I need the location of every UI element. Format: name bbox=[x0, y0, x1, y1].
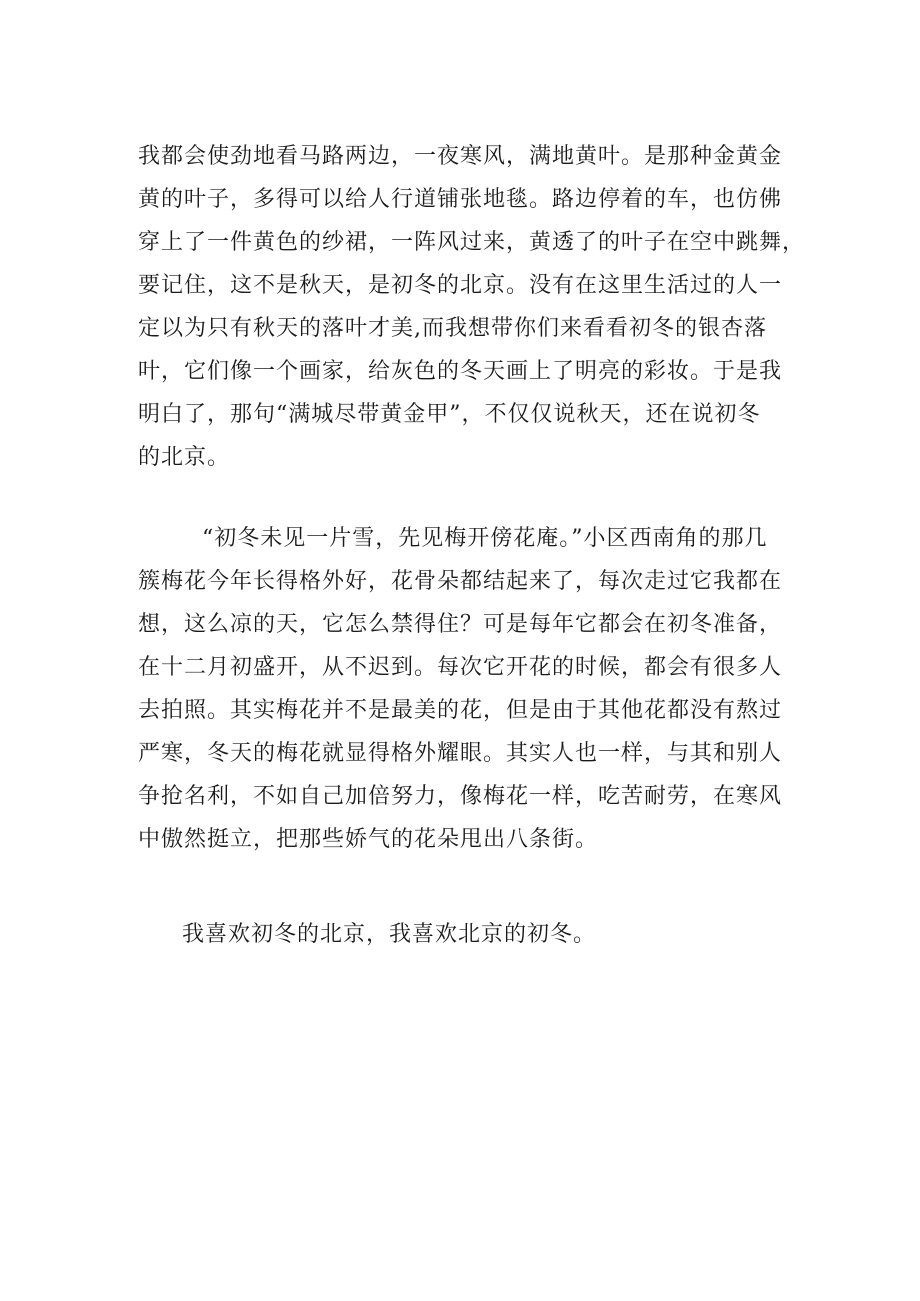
paragraph-line: 明白了，那句“满城尽带黄金甲”，不仅仅说秋天，还在说初冬 bbox=[138, 402, 761, 427]
paragraph-line: 争抢名利，不如自己加倍努力，像梅花一样，吃苦耐劳，在寒风 bbox=[138, 784, 783, 809]
paragraph-2 bbox=[138, 517, 798, 861]
paragraph-3 bbox=[138, 913, 798, 956]
paragraph-line: 的北京。 bbox=[138, 445, 231, 470]
paragraph-first-line: 我喜欢初冬的北京，我喜欢北京的初冬。 bbox=[182, 922, 597, 947]
paragraph-line: 我都会使劲地看马路两边，一夜寒风，满地黄叶。是那种金黄金 bbox=[138, 144, 783, 169]
paragraph-line: 黄的叶子，多得可以给人行道铺张地毯。路边停着的车，也仿佛 bbox=[138, 187, 783, 212]
paragraph-line: 在十二月初盛开，从不迟到。每次它开花的时候，都会有很多人 bbox=[138, 655, 783, 680]
paragraph-line: 要记住，这不是秋天，是初冬的北京。没有在这里生活过的人一 bbox=[138, 273, 783, 298]
paragraph-line: 想，这么凉的天，它怎么禁得住？可是每年它都会在初冬准备， bbox=[138, 612, 783, 637]
paragraph-line: 严寒，冬天的梅花就显得格外耀眼。其实人也一样，与其和别人 bbox=[138, 741, 783, 766]
paragraph-1 bbox=[138, 135, 806, 479]
paragraph-line: 中傲然挺立，把那些娇气的花朵甩出八条街。 bbox=[138, 827, 599, 852]
paragraph-line: 叶，它们像一个画家，给灰色的冬天画上了明亮的彩妆。于是我 bbox=[138, 359, 783, 384]
paragraph-line: 穿上了一件黄色的纱裙，一阵风过来，黄透了的叶子在空中跳舞， bbox=[138, 230, 806, 255]
paragraph-line: 去拍照。其实梅花并不是最美的花，但是由于其他花都没有熬过 bbox=[138, 698, 783, 723]
paragraph-line: 定以为只有秋天的落叶才美,而我想带你们来看看初冬的银杏落 bbox=[138, 316, 767, 341]
paragraph-first-line: “初冬未见一片雪，先见梅开傍花庵。”小区西南角的那几 bbox=[202, 526, 768, 551]
paragraph-line: 簇梅花今年长得格外好，花骨朵都结起来了，每次走过它我都在 bbox=[138, 569, 783, 594]
